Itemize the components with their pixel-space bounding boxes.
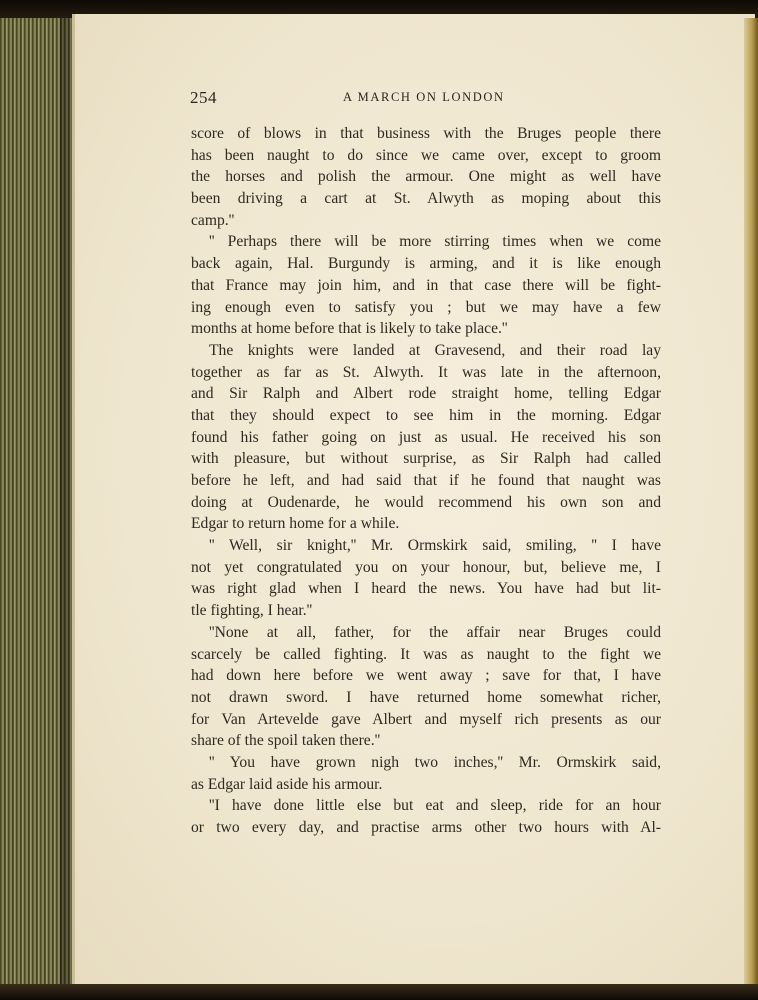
text-line: score of blows in that business with the Bruges people there	[191, 125, 661, 142]
text-line: months at home before that is likely to take place.''	[191, 320, 508, 338]
text-line: or two every day, and practise arms other two hours with Al-	[191, 819, 661, 836]
text-line: for Van Artevelde gave Albert and myself rich presents as our	[191, 710, 661, 728]
page-fore-edge	[744, 18, 758, 996]
text-line: '' Well, sir knight,'' Mr. Ormskirk said, smiling, '' I have	[209, 537, 661, 555]
text-line: The knights were landed at Gravesend, and their road lay	[209, 341, 661, 359]
page-header	[188, 88, 658, 110]
text-line: scarcely be called fighting. It was as naught to the fight we	[191, 645, 661, 663]
scan-bottom-border	[0, 984, 758, 1000]
text-line: share of the spoil taken there.''	[191, 732, 381, 750]
text-line: that they should expect to see him in the morning. Edgar	[191, 406, 661, 424]
text-line: ''I have done little else but eat and sleep, ride for an hour	[209, 797, 661, 815]
text-line: ing enough even to satisfy you ; but we may have a few	[191, 298, 661, 316]
text-line: camp.''	[191, 211, 235, 229]
text-line: not drawn sword. I have returned home somewhat richer,	[191, 688, 661, 706]
running-title: A MARCH ON LONDON	[343, 90, 505, 104]
text-line: with pleasure, but without surprise, as Sir Ralph had called	[191, 450, 661, 468]
body-text	[191, 123, 661, 839]
text-line: doing at Oudenarde, he would recommend his own son and	[191, 493, 661, 511]
text-line: back again, Hal. Burgundy is arming, and it is like enough	[191, 255, 661, 273]
text-line: '' You have grown nigh two inches,'' Mr. Ormskirk said,	[209, 753, 661, 771]
text-line: as Edgar laid aside his armour.	[191, 775, 383, 793]
text-line: that France may join him, and in that case there will be fight-	[191, 276, 661, 294]
text-line: Edgar to return home for a while.	[191, 515, 400, 533]
text-line: and Sir Ralph and Albert rode straight home, telling Edgar	[191, 385, 661, 403]
text-line: had down here before we went away ; save for that, I have	[191, 667, 661, 685]
text-line: been driving a cart at St. Alwyth as moping about this	[191, 190, 661, 208]
text-line: not yet congratulated you on your honour, but, believe me, I	[191, 558, 661, 576]
text-line: tle fighting, I hear.''	[191, 602, 313, 620]
page-number: 254	[190, 88, 217, 107]
text-line: '' Perhaps there will be more stirring times when we come	[209, 233, 661, 251]
text-line: has been naught to do since we came over, except to groom	[191, 146, 661, 164]
text-line: together as far as St. Alwyth. It was late in the afternoon,	[191, 363, 661, 381]
text-line: before he left, and had said that if he found that naught was	[191, 472, 661, 489]
text-line: the horses and polish the armour. One might as well have	[191, 168, 661, 186]
text-line: ''None at all, father, for the affair near Bruges could	[209, 623, 661, 641]
text-line: was right glad when I heard the news. You have had but lit-	[191, 580, 661, 598]
text-line: found his father going on just as usual. He received his son	[191, 428, 661, 446]
